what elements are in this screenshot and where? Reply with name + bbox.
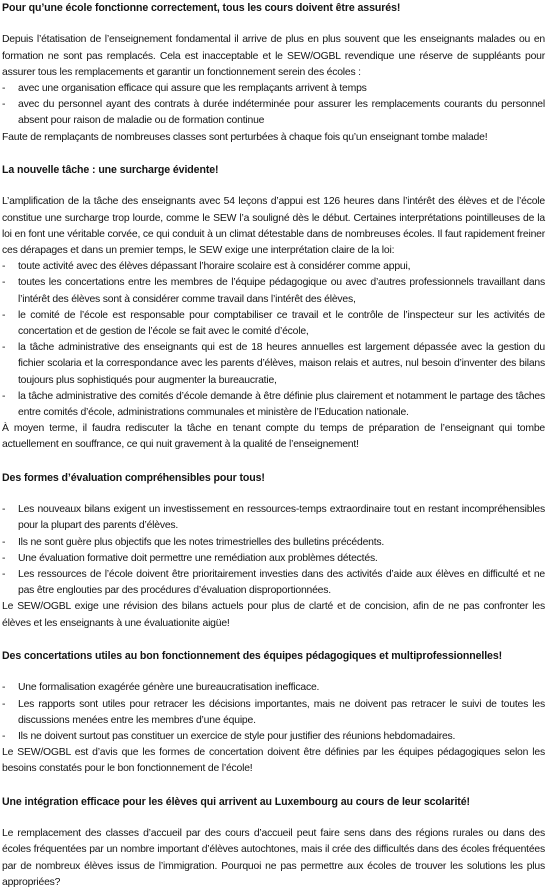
- section-integration: [2, 794, 545, 891]
- section-intro: L’amplification de la tâche des enseignants avec 54 leçons d’appui est 126 heures dans l’intérêt des élèves et de l’école constitue une surcharge trop lourde, comme le SEW l’a souligné dès le début. Certaines interprétations pointilleuses de la loi en font une véritable corvée, ce qui conduit à un climat détestable dans de nombreuses écoles. Il faut rapidement freiner ces dérapages et dans un premier temps, le SEW exige une interprétation claire de la loi:: [2, 196, 545, 256]
- list-item: - Ils ne sont guère plus objectifs que les notes trimestrielles des bulletins précédents.: [2, 535, 545, 551]
- section-evaluation: [2, 470, 545, 632]
- list-item: - Les rapports sont utiles pour retracer les décisions importantes, mais ne doivent pas retracer le suivi de toutes les discussions menées entre les membres d’une équipe.: [2, 697, 545, 729]
- list-item: - avec une organisation efficace qui assure que les remplaçants arrivent à temps: [2, 81, 545, 97]
- section-workload: [2, 162, 545, 454]
- list-item: - Les nouveaux bilans exigent un investissement en ressources-temps extraordinaire tout en restant incompréhensibles pour la plupart des parents d’élèves.: [2, 502, 545, 534]
- section-intro: Depuis l’étatisation de l’enseignement fondamental il arrive de plus en plus souvent que les enseignants malades ou en formation ne sont pas remplacés. Cela est inacceptable et le SEW/OGBL revendique une réserve de suppléants pour assurer tous les remplacements et garantir un fonctionnement serein des écoles :: [2, 34, 545, 78]
- list-item: - Ils ne doivent surtout pas constituer un exercice de style pour justifier des réunions hebdomadaires.: [2, 729, 545, 745]
- section-intro: Le remplacement des classes d’accueil par des cours d’accueil peut faire sens dans des régions rurales ou dans des écoles fréquentées par un nombre important d’élèves autochtones, mais il crée des difficultés dans des écoles fréquentées par de nombreux élèves issus de l’immigration. Pourquoi ne pas permettre aux écoles de trouver les solutions les plus appropriées?: [2, 828, 545, 888]
- list-item: - avec du personnel ayant des contrats à durée indéterminée pour assurer les remplacements courants du personnel absent pour raison de maladie ou de formation continue: [2, 97, 545, 129]
- section-outro: À moyen terme, il faudra rediscuter la tâche en tenant compte du temps de préparation de l’enseignant qui tombe actuellement en souffrance, ce qui nuit gravement à la qualité de l’enseignement!: [2, 423, 545, 451]
- section-heading: Des concertations utiles au bon fonctionnement des équipes pédagogiques et multiprofessionnelles!: [2, 650, 503, 663]
- section-outro: Le SEW/OGBL exige une révision des bilans actuels pour plus de clarté et de concision, afin de ne pas confronter les élèves et les enseignants à une évaluationite aigüe!: [2, 601, 545, 629]
- bullet-list: [2, 680, 545, 745]
- section-outro: Faute de remplaçants de nombreuses classes sont perturbées à chaque fois qu’un enseignant tombe malade!: [2, 131, 488, 143]
- bullet-list: [2, 81, 545, 130]
- list-item: - Les ressources de l’école doivent être prioritairement investies dans des activités d’aide aux élèves en difficulté et ne pas être englouties par des procédures d’évaluation disproportionnées.: [2, 567, 545, 599]
- list-item: - Une évaluation formative doit permettre une remédiation aux problèmes détectés.: [2, 551, 545, 567]
- list-item: - la tâche administrative des enseignants qui est de 18 heures annuelles est largement dépassée avec la gestion du fichier scolaria et la correspondance avec les parents d’élèves, maison relais et autres, nul besoin d’inventer des bilans toujours plus sophistiqués pour augmenter la bureaucratie,: [2, 340, 545, 389]
- list-item: - toute activité avec des élèves dépassant l’horaire scolaire est à considérer comme appui,: [2, 259, 545, 275]
- list-item: - toutes les concertations entre les membres de l’équipe pédagogique ou avec d’autres professionnels travaillant dans l’intérêt des élèves sont à considérer comme travail dans l’intérêt des élèves,: [2, 275, 545, 307]
- bullet-list: [2, 259, 545, 421]
- section-replacements: [2, 0, 545, 146]
- section-heading: Des formes d’évaluation compréhensibles pour tous!: [2, 471, 265, 484]
- bullet-list: [2, 502, 545, 599]
- list-item: - la tâche administrative des comités d’école demande à être définie plus clairement et notamment le partage des tâches entre comités d’école, administrations communales et ministère de l’Education nationale.: [2, 389, 545, 421]
- section-heading: La nouvelle tâche : une surcharge évidente!: [2, 164, 219, 176]
- section-heading: Une intégration efficace pour les élèves qui arrivent au Luxembourg au cours de leur scolarité!: [2, 795, 470, 808]
- section-heading: Pour qu’une école fonctionne correctement, tous les cours doivent être assurés!: [2, 2, 401, 14]
- section-outro: Le SEW/OGBL est d’avis que les formes de concertation doivent être définies par les équipes pédagogiques selon les besoins constatés pour le bon fonctionnement de l’école!: [2, 747, 545, 775]
- list-item: - Une formalisation exagérée génère une bureaucratisation inefficace.: [2, 680, 545, 696]
- section-concertations: [2, 648, 545, 778]
- list-item: - le comité de l’école est responsable pour comptabiliser ce travail et le contrôle de l’inspecteur sur les activités de concertation et de gestion de l’école se fait avec le comité d’école,: [2, 308, 545, 340]
